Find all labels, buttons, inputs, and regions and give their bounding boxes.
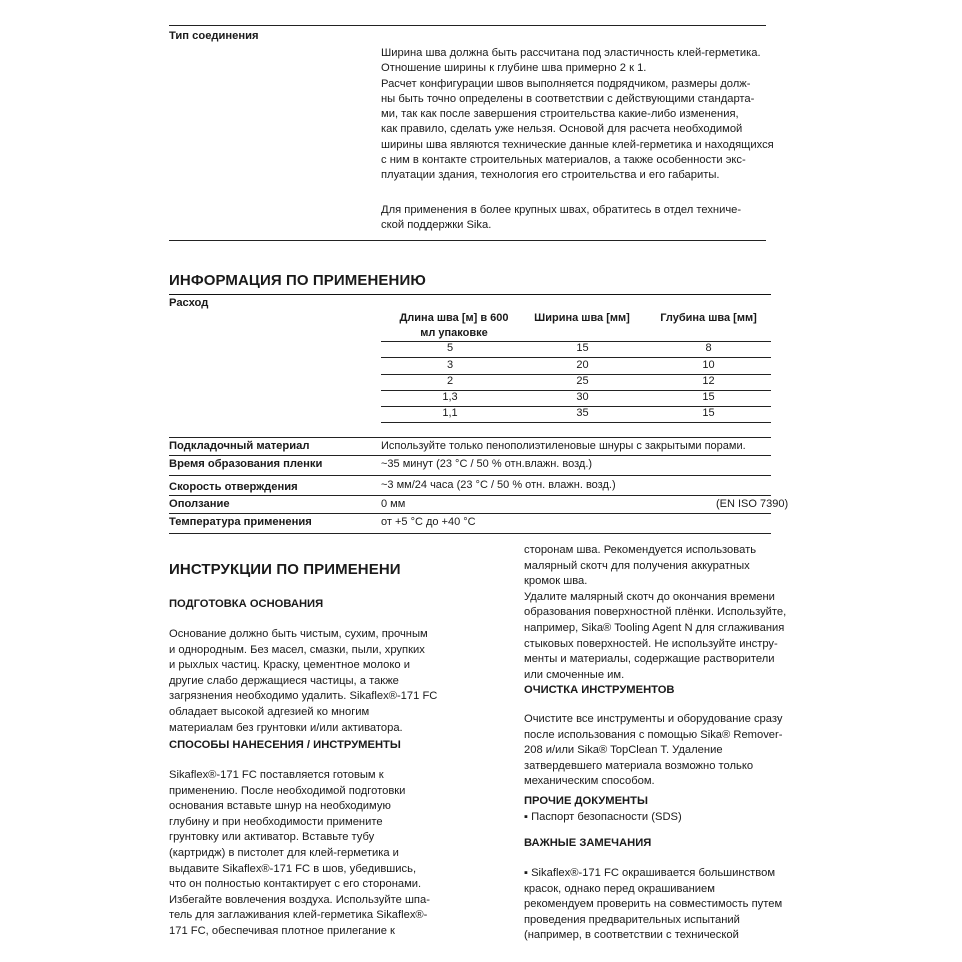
property-label-temperature: Температура применения (169, 516, 312, 528)
property-value-sag: 0 мм (381, 498, 406, 510)
table-cell: 10 (702, 359, 715, 371)
table-bottom-rule (381, 422, 771, 423)
other-docs-title: ПРОЧИЕ ДОКУМЕНТЫ (524, 795, 648, 807)
cleaning-paragraph: Очистите все инструменты и оборудование сразу после использования с помощью Sika® Remover- 208 и/или Sika® TopClean T. Удаление затвердевшего материала возможно только механическим способом. (524, 713, 783, 788)
property-label-cure-rate: Скорость отверждения (169, 481, 298, 493)
property-value-backing: Используйте только пенополиэтиленовые шнуры с закрытыми порами. (381, 440, 746, 452)
table-row-rule (381, 357, 771, 358)
property-value-skin-time: ~35 минут (23 °C / 50 % отн.влажн. возд.) (381, 458, 593, 470)
prep-title: ПОДГОТОВКА ОСНОВАНИЯ (169, 598, 324, 610)
table-cell: 2 (446, 375, 454, 387)
property-label-sag: Оползание (169, 498, 230, 510)
prep-paragraph: Основание должно быть чистым, сухим, прочным и однородным. Без масел, смазки, пыли, хрупких и рыхлых частиц. Краску, цементное молоко и другие слабо держащиеся частицы, а также загрязнения необходимо удалить. Sikaflex®-171 FC обладает высокой адгезией ко многим материалам без грунтовки и/или активатора. (169, 628, 438, 734)
consumption-label: Расход (169, 297, 209, 309)
table-cell: 35 (576, 407, 589, 419)
table-cell: 15 (576, 342, 589, 354)
table-cell: 1,3 (442, 391, 458, 403)
table-cell: 15 (702, 407, 715, 419)
properties-top-rule (169, 437, 771, 438)
methods-title: СПОСОБЫ НАНЕСЕНИЯ / ИНСТРУМЕНТЫ (169, 739, 401, 751)
joint-paragraph-2: Для применения в более крупных швах, обратитесь в отдел техниче- ской поддержки Sika. (381, 204, 742, 232)
table-header-length: Длина шва [м] в 600 мл упаковке (399, 312, 509, 339)
methods-paragraph: Sikaflex®-171 FC поставляется готовым к применению. После необходимой подготовки основания вставьте шнур на необходимую глубину и при необходимости примените грунтовку или активатор. Вставьте тубу (картридж) в пистолет для клей-герметика и выдавите Sikaflex®-171 FC в шов, убедившись, что он полностью контактирует с его сторонами. Избегайте вовлечения воздуха. Используйте шпа- тель для заглаживания клей-герметика Sikaflex®- 171 FC, обеспечивая плотное прилегание к (169, 769, 430, 937)
property-note-sag: (EN ISO 7390) (716, 498, 789, 510)
instructions-title: ИНСТРУКЦИИ ПО ПРИМЕНЕНИ (169, 561, 401, 578)
table-cell: 20 (576, 359, 589, 371)
joint-type-label: Тип соединения (169, 30, 259, 42)
methods-continuation: сторонам шва. Рекомендуется использовать малярный скотч для получения аккуратных кромок шва. Удалите малярный скотч до окончания времени образования поверхностной плёнки. Используйте, например, Sika® Tooling Agent N для сглаживания стыковых поверхностей. Не используйте инстру- менты и материалы, содержащие растворители или смоченные им. (524, 544, 787, 681)
other-docs-item[interactable]: ▪ Паспорт безопасности (SDS) (524, 811, 682, 823)
table-cell: 30 (576, 391, 589, 403)
table-header-depth: Глубина шва [мм] (660, 312, 757, 324)
property-rule (169, 495, 771, 496)
table-cell: 8 (705, 342, 712, 354)
cleaning-title: ОЧИСТКА ИНСТРУМЕНТОВ (524, 684, 675, 696)
property-rule (169, 513, 771, 514)
property-rule (169, 475, 771, 476)
table-cell: 25 (576, 375, 589, 387)
property-value-temperature: от +5 °C до +40 °C (381, 516, 476, 528)
table-cell: 12 (702, 375, 715, 387)
properties-bottom-rule (169, 533, 771, 534)
notes-title: ВАЖНЫЕ ЗАМЕЧАНИЯ (524, 837, 652, 849)
table-cell: 15 (702, 391, 715, 403)
table-cell: 5 (446, 342, 454, 354)
notes-paragraph: ▪ Sikaflex®-171 FC окрашивается большинством красок, однако перед окрашиванием рекомендуем проверить на совместимость путем проведения предварительных испытаний (например, в соответствии с технической (524, 867, 783, 942)
property-label-skin-time: Время образования пленки (169, 458, 323, 470)
top-divider (169, 25, 766, 26)
joint-paragraph-1: Ширина шва должна быть рассчитана под эластичность клей-герметика. Отношение ширины к глубине шва примерно 2 к 1. Расчет конфигурации швов выполняется подрядчиком, размеры долж- ны быть точно определены в соответствии с действующими стандарта- ми, так как после завершения строительства какие-либо изменения, как правило, сделать уже нельзя. Основой для расчета необходимой ширины шва являются технические данные клей-герметика и находящихся с ним в контакте строительных материалов, а также особенности экс- плуатации здания, технология его строительства и его габариты. (381, 47, 774, 182)
application-info-divider (169, 294, 771, 295)
table-header-width: Ширина шва [мм] (534, 312, 630, 324)
application-info-title: ИНФОРМАЦИЯ ПО ПРИМЕНЕНИЮ (169, 272, 426, 289)
joint-bottom-divider (169, 240, 766, 241)
property-rule (169, 455, 771, 456)
table-cell: 1,1 (442, 407, 458, 419)
table-cell: 3 (446, 359, 454, 371)
property-label-backing: Подкладочный материал (169, 440, 310, 452)
property-value-cure-rate: ~3 мм/24 часа (23 °C / 50 % отн. влажн. возд.) (381, 479, 616, 491)
